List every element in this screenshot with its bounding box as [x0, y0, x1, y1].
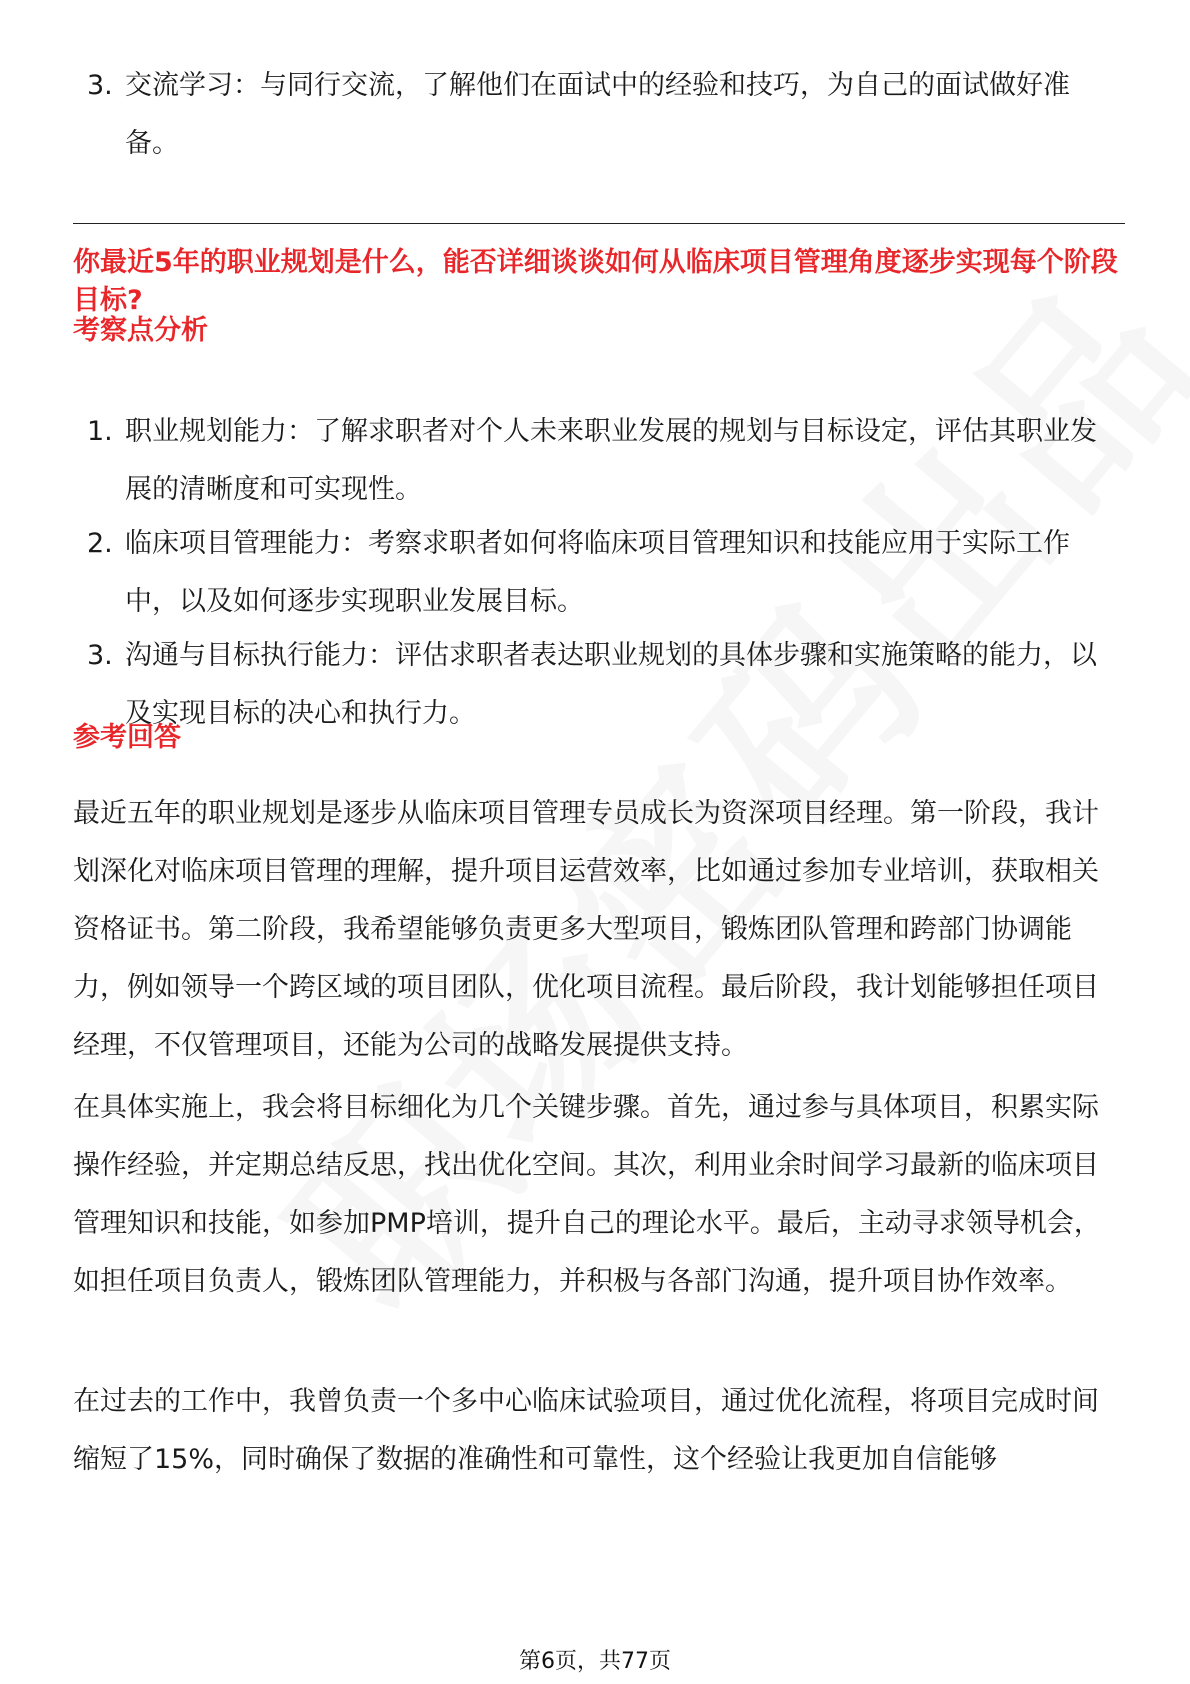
list-item-number: 3.	[87, 640, 113, 671]
list-item-number: 1.	[87, 416, 113, 447]
answer-paragraph: 在过去的工作中，我曾负责一个多中心临床试验项目，通过优化流程，将项目完成时间缩短了15%，同时确保了数据的准确性和可靠性，这个经验让我更加自信能够	[73, 1386, 1099, 1475]
list-item-text: 交流学习：与同行交流，了解他们在面试中的经验和技巧，为自己的面试做好准备。	[125, 70, 1070, 159]
answer-paragraph: 在具体实施上，我会将目标细化为几个关键步骤。首先，通过参与具体项目，积累实际操作经验，并定期总结反思，找出优化空间。其次，利用业余时间学习最新的临床项目管理知识和技能，如参加PMP培训，提升自己的理论水平。最后，主动寻求领导机会，如担任项目负责人，锻炼团队管理能力，并积极与各部门沟通，提升项目协作效率。	[73, 1092, 1101, 1297]
list-item-number: 3.	[87, 70, 113, 101]
previous-answer-list	[73, 57, 1123, 173]
answer-heading: 参考回答	[73, 722, 181, 753]
list-item	[73, 403, 1123, 519]
list-item	[73, 627, 1123, 743]
list-item-text: 沟通与目标执行能力：评估求职者表达职业规划的具体步骤和实施策略的能力，以及实现目标的决心和执行力。	[125, 640, 1097, 729]
analysis-points-list	[73, 403, 1123, 743]
list-item	[73, 57, 1123, 173]
list-item-number: 2.	[87, 528, 113, 559]
list-item-text: 职业规划能力：了解求职者对个人未来职业发展的规划与目标设定，评估其职业发展的清晰度和可实现性。	[125, 416, 1097, 505]
page-footer: 第6页，共77页	[519, 1649, 671, 1674]
list-item	[73, 515, 1123, 631]
section-divider	[73, 223, 1125, 224]
interview-question: 你最近5年的职业规划是什么，能否详细谈谈如何从临床项目管理角度逐步实现每个阶段目标?	[73, 247, 1118, 316]
list-item-text: 临床项目管理能力：考察求职者如何将临床项目管理知识和技能应用于实际工作中，以及如何逐步实现职业发展目标。	[125, 528, 1070, 617]
answer-paragraph: 最近五年的职业规划是逐步从临床项目管理专员成长为资深项目经理。第一阶段，我计划深化对临床项目管理的理解，提升项目运营效率，比如通过参加专业培训，获取相关资格证书。第二阶段，我希望能够负责更多大型项目，锻炼团队管理和跨部门协调能力，例如领导一个跨区域的项目团队，优化项目流程。最后阶段，我计划能够担任项目经理，不仅管理项目，还能为公司的战略发展提供支持。	[73, 798, 1099, 1061]
analysis-heading: 考察点分析	[73, 315, 208, 346]
